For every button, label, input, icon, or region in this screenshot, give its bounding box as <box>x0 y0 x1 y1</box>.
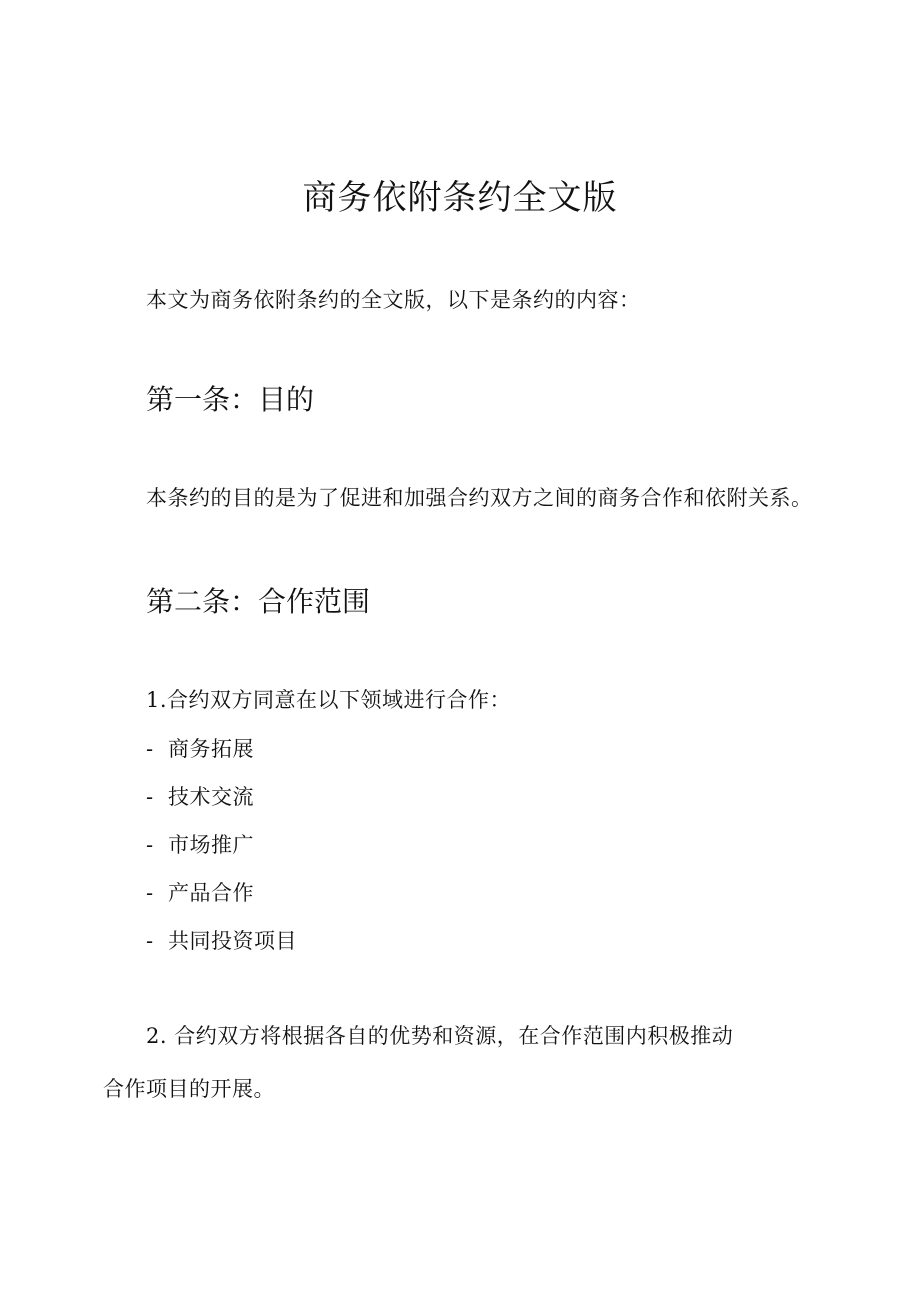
section-2-item-2-line-2: 合作项目的开展。 <box>103 1077 275 1101</box>
list-item-text: 技术交流 <box>168 785 254 809</box>
intro-paragraph: 本文为商务依附条约的全文版，以下是条约的内容： <box>146 288 641 312</box>
list-item-text: 共同投资项目 <box>168 929 297 953</box>
section-2-heading: 第二条：合作范围 <box>146 585 371 618</box>
list-item <box>146 877 254 907</box>
section-2-item-1-lead: 1.合约双方同意在以下领域进行合作： <box>146 688 512 712</box>
document-title: 商务依附条约全文版 <box>302 178 618 218</box>
list-dash: - <box>146 929 154 953</box>
list-dash: - <box>146 737 154 761</box>
list-dash: - <box>146 833 154 857</box>
list-item-text: 产品合作 <box>168 881 254 905</box>
section-2-item-2-line-1: 2. 合约双方将根据各自的优势和资源，在合作范围内积极推动 <box>146 1024 734 1048</box>
list-item <box>146 829 254 859</box>
list-dash: - <box>146 881 154 905</box>
list-item <box>146 733 254 763</box>
list-item <box>146 781 254 811</box>
section-1-paragraph: 本条约的目的是为了促进和加强合约双方之间的商务合作和依附关系。 <box>146 486 813 510</box>
list-item-text: 商务拓展 <box>168 737 254 761</box>
list-dash: - <box>146 785 154 809</box>
section-1-heading: 第一条：目的 <box>146 383 315 416</box>
list-item <box>146 925 297 955</box>
list-item-text: 市场推广 <box>168 833 254 857</box>
